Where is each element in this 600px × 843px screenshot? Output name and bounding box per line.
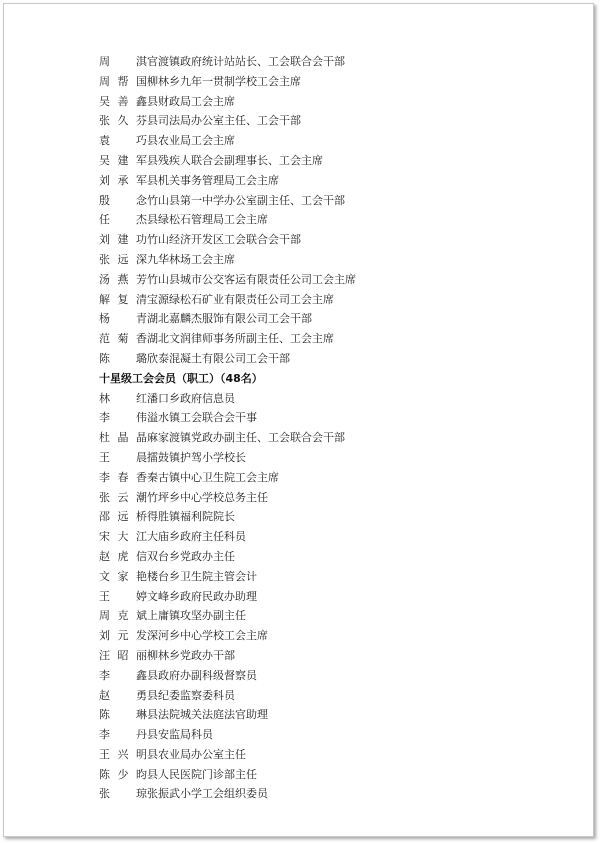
member-title: 大庙乡政府主任科员 bbox=[147, 530, 246, 544]
list-item bbox=[99, 507, 356, 527]
member-name: 周帮国 bbox=[99, 74, 147, 88]
list-item bbox=[99, 705, 356, 725]
member-title: 柳林乡党政办干部 bbox=[147, 648, 235, 662]
list-item bbox=[99, 210, 356, 230]
member-name: 李丹 bbox=[99, 728, 147, 742]
member-title: 溢水镇工会联合会干事 bbox=[147, 411, 257, 425]
member-title: 柳林乡九年一贯制学校工会主席 bbox=[147, 74, 301, 88]
member-title: 宝源绿松石矿业有限责任公司工会主席 bbox=[147, 292, 334, 306]
list-item bbox=[99, 448, 356, 468]
list-item bbox=[99, 587, 356, 607]
member-name: 陈璐 bbox=[99, 351, 147, 365]
member-title: 县残疾人联合会副理事长、工会主席 bbox=[147, 153, 323, 167]
member-name: 宋大江 bbox=[99, 530, 147, 544]
list-item bbox=[99, 626, 356, 646]
list-item bbox=[99, 666, 356, 686]
list-item bbox=[99, 527, 356, 547]
section-heading: 十星级工会会员（职工）（48名） bbox=[99, 371, 263, 385]
member-title: 县司法局办公室主任、工会干部 bbox=[147, 114, 301, 128]
member-title: 上庸镇攻坚办副主任 bbox=[147, 609, 246, 623]
member-title: 湖北文润律师事务所副主任、工会主席 bbox=[147, 332, 334, 346]
member-title: 得胜镇福利院院长 bbox=[147, 510, 235, 524]
honor-list bbox=[99, 52, 356, 804]
member-name: 王晨 bbox=[99, 450, 147, 464]
member-title: 深河乡中心学校工会主席 bbox=[147, 629, 268, 643]
member-name: 李春香 bbox=[99, 470, 147, 484]
member-name: 杜晶晶 bbox=[99, 431, 147, 445]
member-name: 陈少昀 bbox=[99, 767, 147, 781]
member-name: 杨青 bbox=[99, 312, 147, 326]
member-name: 任杰 bbox=[99, 213, 147, 227]
list-item bbox=[99, 230, 356, 250]
member-name: 李伟 bbox=[99, 411, 147, 425]
member-title: 县安监局科员 bbox=[147, 728, 213, 742]
member-name: 王婷 bbox=[99, 589, 147, 603]
list-item bbox=[99, 72, 356, 92]
member-name: 吴善鑫 bbox=[99, 94, 147, 108]
member-name: 林红 bbox=[99, 391, 147, 405]
member-title: 欣泰混凝土有限公司工会干部 bbox=[147, 351, 290, 365]
list-item bbox=[99, 547, 356, 567]
list-item bbox=[99, 428, 356, 448]
list-item bbox=[99, 765, 356, 785]
list-item bbox=[99, 389, 356, 409]
member-title: 双台乡党政办主任 bbox=[147, 549, 235, 563]
document-page bbox=[3, 3, 594, 837]
member-name: 文家艳 bbox=[99, 569, 147, 583]
member-name: 张远深 bbox=[99, 252, 147, 266]
member-name: 袁巧 bbox=[99, 134, 147, 148]
member-name: 刘元发 bbox=[99, 629, 147, 643]
member-title: 楼台乡卫生院主管会计 bbox=[147, 569, 257, 583]
list-item bbox=[99, 52, 356, 72]
list-item bbox=[99, 567, 356, 587]
member-title: 秦古镇中心卫生院工会主席 bbox=[147, 470, 279, 484]
member-title: 县政府办副科级督察员 bbox=[147, 668, 257, 682]
member-name: 刘承军 bbox=[99, 173, 147, 187]
member-title: 九华林场工会主席 bbox=[147, 252, 235, 266]
member-title: 县绿松石管理局工会主席 bbox=[147, 213, 268, 227]
member-title: 县机关事务管理局工会主席 bbox=[147, 173, 279, 187]
list-item bbox=[99, 725, 356, 745]
list-item bbox=[99, 309, 356, 329]
member-title: 县财政局工会主席 bbox=[147, 94, 235, 108]
member-title: 竹坪乡中心学校总务主任 bbox=[147, 490, 268, 504]
list-item bbox=[99, 745, 356, 765]
list-item bbox=[99, 111, 356, 131]
member-title: 竹山县第一中学办公室副主任、工会干部 bbox=[147, 193, 345, 207]
list-item bbox=[99, 646, 356, 666]
list-item bbox=[99, 131, 356, 151]
member-name: 赵勇 bbox=[99, 688, 147, 702]
member-title: 张振武小学工会组织委员 bbox=[147, 787, 268, 801]
member-title: 县纪委监察委科员 bbox=[147, 688, 235, 702]
member-name: 殷念 bbox=[99, 193, 147, 207]
list-item bbox=[99, 270, 356, 290]
list-item bbox=[99, 784, 356, 804]
member-name: 邵远桥 bbox=[99, 510, 147, 524]
member-name: 解复清 bbox=[99, 292, 147, 306]
list-item bbox=[99, 92, 356, 112]
member-name: 张琼 bbox=[99, 787, 147, 801]
list-item bbox=[99, 468, 356, 488]
member-title: 竹山经济开发区工会联合会干部 bbox=[147, 233, 301, 247]
list-item bbox=[99, 488, 356, 508]
list-item bbox=[99, 686, 356, 706]
list-item bbox=[99, 349, 356, 369]
list-item bbox=[99, 606, 356, 626]
list-item bbox=[99, 191, 356, 211]
list-item bbox=[99, 290, 356, 310]
member-title: 擂鼓镇护驾小学校长 bbox=[147, 450, 246, 464]
member-title: 文峰乡政府民政办助理 bbox=[147, 589, 257, 603]
list-item bbox=[99, 171, 356, 191]
member-name: 范菊香 bbox=[99, 332, 147, 346]
member-title: 县农业局办公室主任 bbox=[147, 747, 246, 761]
member-name: 周淇 bbox=[99, 55, 147, 68]
member-name: 吴建军 bbox=[99, 153, 147, 167]
member-title: 麻家渡镇党政办副主任、工会联合会干部 bbox=[147, 431, 345, 445]
member-name: 刘建功 bbox=[99, 233, 147, 247]
member-title: 县法院城关法庭法官助理 bbox=[147, 708, 268, 722]
member-name: 陈琳 bbox=[99, 708, 147, 722]
member-name: 赵虎信 bbox=[99, 549, 147, 563]
member-name: 张云潮 bbox=[99, 490, 147, 504]
member-title: 县人民医院门诊部主任 bbox=[147, 767, 257, 781]
member-title: 潘口乡政府信息员 bbox=[147, 391, 235, 405]
member-name: 李鑫 bbox=[99, 668, 147, 682]
list-item bbox=[99, 408, 356, 428]
member-name: 汤燕芳 bbox=[99, 272, 147, 286]
member-title: 竹山县城市公交客运有限责任公司工会主席 bbox=[147, 272, 356, 286]
member-title: 官渡镇政府统计站站长、工会联合会干部 bbox=[147, 55, 345, 68]
member-name: 汪昭丽 bbox=[99, 648, 147, 662]
member-title: 湖北嘉麟杰服饰有限公司工会干部 bbox=[147, 312, 312, 326]
member-name: 周克斌 bbox=[99, 609, 147, 623]
list-item bbox=[99, 151, 356, 171]
member-name: 张久芬 bbox=[99, 114, 147, 128]
list-item bbox=[99, 329, 356, 349]
member-title: 县农业局工会主席 bbox=[147, 134, 235, 148]
member-name: 王兴明 bbox=[99, 747, 147, 761]
list-item bbox=[99, 250, 356, 270]
